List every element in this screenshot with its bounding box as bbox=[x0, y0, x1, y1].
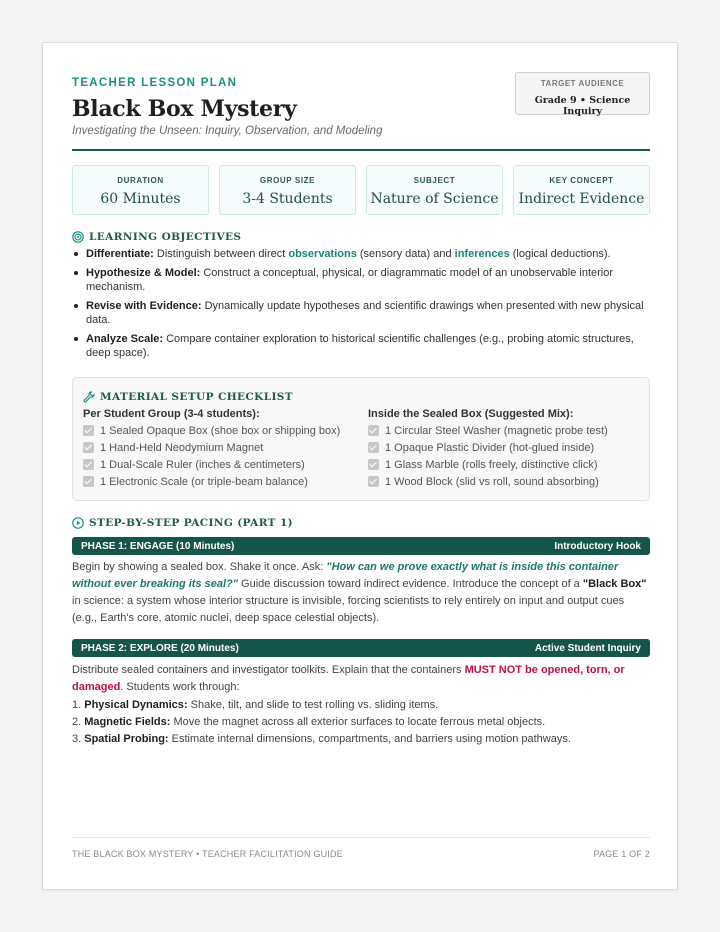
black-box-term: "Black Box" bbox=[582, 578, 647, 590]
checklist-item[interactable] bbox=[368, 439, 648, 456]
objective-title: Hypothesize & Model: bbox=[86, 267, 201, 279]
stat-label: GROUP SIZE bbox=[259, 176, 316, 185]
target-icon bbox=[72, 231, 84, 243]
phase-1-bar bbox=[72, 537, 650, 555]
objectives-list bbox=[72, 247, 650, 365]
objective-text: (sensory data) and bbox=[356, 248, 455, 260]
objective-text: Construct a conceptual, physical, or diagrammatic model of an unobservable interior mechanism. bbox=[86, 267, 614, 293]
checklist-item[interactable] bbox=[368, 422, 648, 439]
stat-value: 3-4 Students bbox=[242, 191, 333, 207]
inferences-term: inferences bbox=[454, 248, 510, 260]
stat-value: Indirect Evidence bbox=[518, 191, 645, 207]
stat-duration bbox=[72, 165, 209, 215]
objective-title: Revise with Evidence: bbox=[86, 300, 202, 312]
column-heading: Per Student Group (3-4 students): bbox=[83, 408, 260, 420]
lesson-stats bbox=[72, 165, 650, 215]
checklist-item-label: 1 Electronic Scale (or triple-beam balance) bbox=[100, 475, 308, 488]
warning-text: MUST NOT be opened, torn, or damaged bbox=[72, 664, 625, 693]
paragraph-text: Begin by showing a sealed box. Shake it once. Ask: bbox=[72, 561, 327, 573]
objective-text: Dynamically update hypotheses and scientific drawings when presented with new physical data. bbox=[86, 300, 644, 326]
stat-label: DURATION bbox=[117, 176, 164, 185]
page-content bbox=[72, 43, 650, 889]
checkbox-checked-icon[interactable] bbox=[368, 459, 379, 470]
objective-title: Analyze Scale: bbox=[86, 333, 164, 345]
section-title: LEARNING OBJECTIVES bbox=[89, 231, 242, 243]
list-item bbox=[72, 299, 650, 327]
step-text: Estimate internal dimensions, compartments, and barriers using motion pathways. bbox=[168, 733, 571, 745]
target-audience-badge bbox=[515, 72, 650, 115]
list-item bbox=[72, 247, 650, 261]
checklist-item-label: 1 Hand-Held Neodymium Magnet bbox=[100, 441, 264, 454]
paragraph-text: Distribute sealed containers and investigator toolkits. Explain that the containers bbox=[72, 664, 465, 676]
phase-1-description bbox=[72, 559, 650, 627]
column-heading: Inside the Sealed Box (Suggested Mix): bbox=[368, 408, 574, 420]
section-title: STEP-BY-STEP PACING (PART 1) bbox=[89, 517, 294, 529]
checklist-item-label: 1 Opaque Plastic Divider (hot-glued inside) bbox=[385, 441, 595, 454]
checkbox-checked-icon[interactable] bbox=[368, 476, 379, 487]
checklist-item-label: 1 Sealed Opaque Box (shoe box or shipping box) bbox=[100, 424, 341, 437]
hook-question: "How can we prove exactly what is inside this container without ever breaking its seal?" bbox=[72, 561, 619, 590]
checklist-item-label: 1 Glass Marble (rolls freely, distinctive click) bbox=[385, 458, 598, 471]
target-audience-value: Grade 9 • Science Inquiry bbox=[534, 95, 631, 117]
checkbox-checked-icon[interactable] bbox=[368, 442, 379, 453]
stat-value: 60 Minutes bbox=[100, 191, 181, 207]
checkbox-checked-icon[interactable] bbox=[83, 476, 94, 487]
step-number: 2. bbox=[72, 716, 82, 728]
checkbox-checked-icon[interactable] bbox=[83, 459, 94, 470]
material-checklist bbox=[72, 377, 650, 501]
section-title: MATERIAL SETUP CHECKLIST bbox=[100, 391, 293, 403]
step-title: Physical Dynamics: bbox=[84, 699, 188, 711]
checklist-item[interactable] bbox=[83, 473, 363, 490]
per-group-column bbox=[83, 408, 363, 490]
list-item bbox=[72, 697, 650, 714]
phase-2-description bbox=[72, 662, 650, 696]
explore-steps-list bbox=[72, 697, 650, 748]
stat-label: SUBJECT bbox=[413, 176, 456, 185]
page-title: Black Box Mystery bbox=[72, 96, 297, 122]
learning-objectives-heading bbox=[72, 230, 241, 244]
step-number: 3. bbox=[72, 733, 82, 745]
objective-text: (logical deductions). bbox=[509, 248, 611, 260]
checkbox-checked-icon[interactable] bbox=[368, 425, 379, 436]
document-kicker: TEACHER LESSON PLAN bbox=[72, 77, 238, 89]
checklist-item[interactable] bbox=[83, 422, 363, 439]
footer-title: THE BLACK BOX MYSTERY • TEACHER FACILITATION GUIDE bbox=[72, 849, 343, 859]
checkbox-checked-icon[interactable] bbox=[83, 442, 94, 453]
checklist-item[interactable] bbox=[368, 456, 648, 473]
pacing-heading bbox=[72, 516, 293, 530]
checklist-item[interactable] bbox=[83, 456, 363, 473]
phase-title: PHASE 1: ENGAGE (10 Minutes) bbox=[81, 540, 235, 552]
page-subtitle: Investigating the Unseen: Inquiry, Observation, and Modeling bbox=[72, 125, 383, 137]
stat-label: KEY CONCEPT bbox=[549, 176, 614, 185]
paragraph-text: in science: a system whose interior structure is invisible, forcing scientists to rely entirely on input and output cues (e.g., Earth's core, atomic nuclei, deep space celestial objects). bbox=[72, 595, 625, 624]
stat-key-concept bbox=[513, 165, 650, 215]
checkbox-checked-icon[interactable] bbox=[83, 425, 94, 436]
step-title: Magnetic Fields: bbox=[84, 716, 171, 728]
step-text: Move the magnet across all exterior surfaces to locate ferrous metal objects. bbox=[170, 716, 546, 728]
material-checklist-heading bbox=[83, 390, 293, 404]
checklist-item-label: 1 Wood Block (slid vs roll, sound absorbing) bbox=[385, 475, 599, 488]
objective-text: Distinguish between direct bbox=[153, 248, 289, 260]
stat-group-size bbox=[219, 165, 356, 215]
wrench-icon bbox=[83, 391, 95, 403]
stat-value: Nature of Science bbox=[370, 191, 499, 207]
checklist-item-label: 1 Dual-Scale Ruler (inches & centimeters) bbox=[100, 458, 305, 471]
play-circle-icon bbox=[72, 517, 84, 529]
step-title: Spatial Probing: bbox=[84, 733, 169, 745]
box-contents-column bbox=[368, 408, 648, 490]
target-audience-label: TARGET AUDIENCE bbox=[540, 79, 625, 88]
page-number: PAGE 1 OF 2 bbox=[593, 849, 650, 859]
phase-2-bar bbox=[72, 639, 650, 657]
list-item bbox=[72, 731, 650, 748]
checklist-item-label: 1 Circular Steel Washer (magnetic probe test) bbox=[385, 424, 608, 437]
objective-text: Compare container exploration to historical scientific challenges (e.g., probing atomic structures, deep space). bbox=[86, 333, 634, 359]
phase-tag: Introductory Hook bbox=[554, 540, 641, 552]
observations-term: observations bbox=[288, 248, 357, 260]
paragraph-text: Guide discussion toward indirect evidence. Introduce the concept of a bbox=[237, 578, 583, 590]
header-divider bbox=[72, 149, 650, 151]
list-item bbox=[72, 332, 650, 360]
paragraph-text: . Students work through: bbox=[120, 681, 240, 693]
objective-title: Differentiate: bbox=[86, 248, 154, 260]
step-text: Shake, tilt, and slide to test rolling vs. sliding items. bbox=[187, 699, 439, 711]
footer-divider bbox=[72, 837, 650, 838]
list-item bbox=[72, 266, 650, 294]
checklist-item[interactable] bbox=[83, 439, 363, 456]
stat-subject bbox=[366, 165, 503, 215]
step-number: 1. bbox=[72, 699, 82, 711]
lesson-plan-page bbox=[42, 42, 678, 890]
checklist-item[interactable] bbox=[368, 473, 648, 490]
phase-tag: Active Student Inquiry bbox=[534, 642, 641, 654]
list-item bbox=[72, 714, 650, 731]
phase-title: PHASE 2: EXPLORE (20 Minutes) bbox=[81, 642, 239, 654]
